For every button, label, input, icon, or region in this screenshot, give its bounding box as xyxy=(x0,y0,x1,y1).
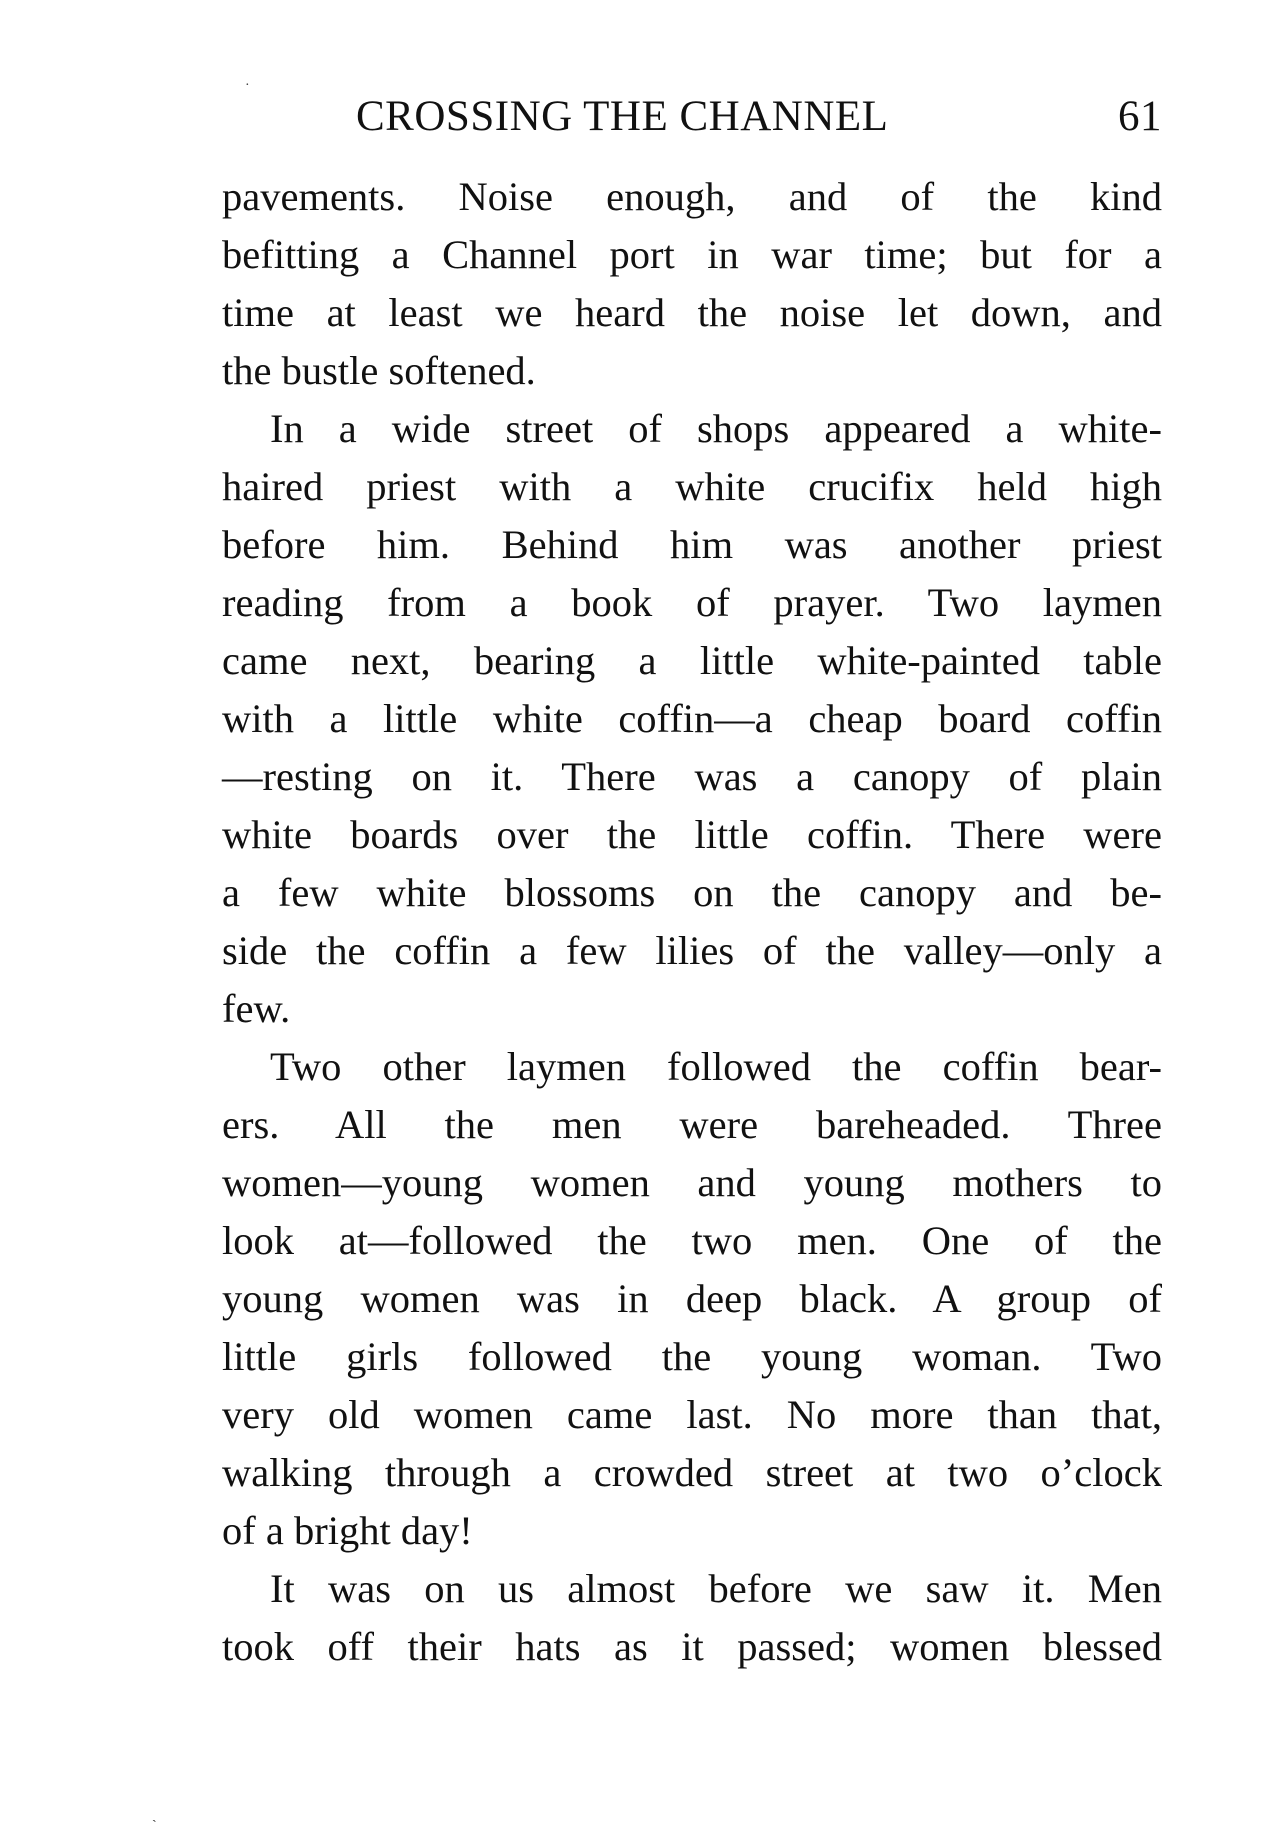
text-line: took off their hats as it passed; women blessed xyxy=(222,1624,1162,1669)
book-page xyxy=(222,86,1162,1676)
text-line: few. xyxy=(222,986,291,1031)
text-line: reading from a book of prayer. Two laymen xyxy=(222,580,1162,625)
text-line: before him. Behind him was another priest xyxy=(222,522,1162,567)
paragraph xyxy=(222,400,1162,1038)
text-line: walking through a crowded street at two o’clock xyxy=(222,1450,1162,1495)
text-line: the bustle softened. xyxy=(222,348,536,393)
text-line: ers. All the men were bareheaded. Three xyxy=(222,1102,1162,1147)
text-line: haired priest with a white crucifix held high xyxy=(222,464,1162,509)
print-speck: ˏ xyxy=(152,1808,157,1823)
text-line: Two other laymen followed the coffin bear- xyxy=(270,1044,1162,1089)
text-line: —resting on it. There was a canopy of plain xyxy=(222,754,1162,799)
body-text xyxy=(222,168,1162,1676)
text-line: It was on us almost before we saw it. Men xyxy=(270,1566,1162,1611)
text-line: look at—followed the two men. One of the xyxy=(222,1218,1162,1263)
paragraph xyxy=(222,1038,1162,1560)
page-number: 61 xyxy=(1118,93,1162,140)
text-line: very old women came last. No more than that, xyxy=(222,1392,1162,1437)
text-line: In a wide street of shops appeared a white- xyxy=(270,406,1162,451)
text-line: young women was in deep black. A group of xyxy=(222,1276,1162,1321)
text-line: pavements. Noise enough, and of the kind xyxy=(222,174,1162,219)
running-title: CROSSING THE CHANNEL xyxy=(356,93,889,140)
text-line: came next, bearing a little white-painted table xyxy=(222,638,1162,683)
text-line: side the coffin a few lilies of the valley—only a xyxy=(222,928,1162,973)
paragraph xyxy=(222,168,1162,400)
print-speck: · xyxy=(245,78,250,93)
text-line: white boards over the little coffin. There were xyxy=(222,812,1162,857)
text-line: women—young women and young mothers to xyxy=(222,1160,1162,1205)
text-line: time at least we heard the noise let down, and xyxy=(222,290,1162,335)
text-line: with a little white coffin—a cheap board coffin xyxy=(222,696,1162,741)
text-line: of a bright day! xyxy=(222,1508,473,1553)
paragraph xyxy=(222,1560,1162,1676)
running-head xyxy=(222,86,1162,148)
text-line: befitting a Channel port in war time; but for a xyxy=(222,232,1162,277)
text-line: a few white blossoms on the canopy and be- xyxy=(222,870,1162,915)
text-line: little girls followed the young woman. Two xyxy=(222,1334,1162,1379)
